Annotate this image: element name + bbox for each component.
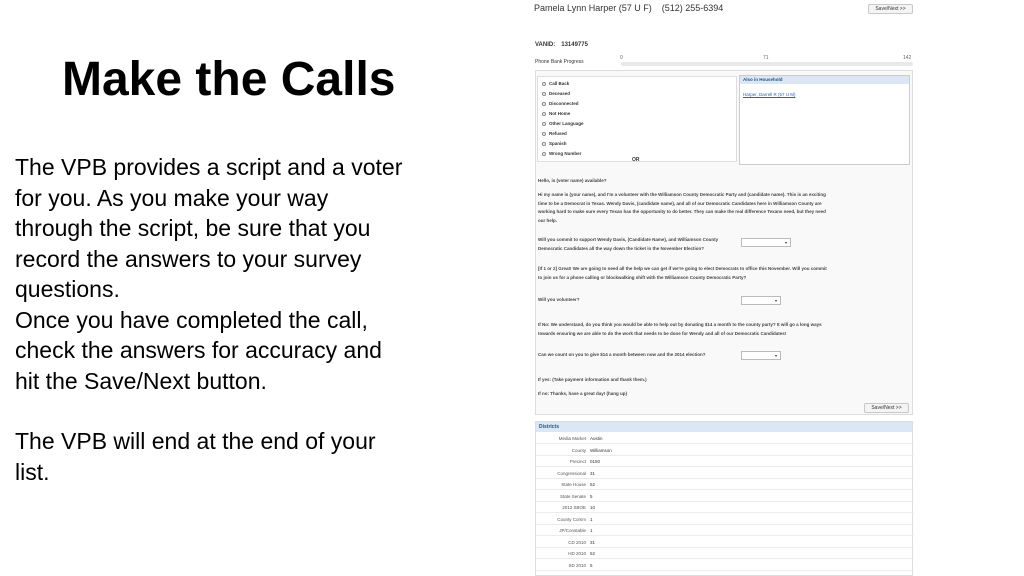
radio-icon [542,102,546,106]
support-select[interactable]: ▾ [741,238,791,247]
result-disconnected[interactable]: Disconnected [542,101,579,106]
districts-header: Districts [536,422,912,432]
script-greeting: Hello, is (voter name) available? [538,178,607,183]
or-label: OR [632,157,640,163]
districts-panel [535,421,913,576]
district-row: 2012 SBOE 10 [536,503,914,513]
result-codes [537,76,737,162]
district-row: County Williamson [536,446,914,456]
question-join: [If 1 or 2] Great! We are going to need all the help we can get if we're going to elect Democrats to office this November. Will you commit to join us for a phone calling or blockwalking shift with the Williamson County Democratic Party? [538,266,827,280]
question-volunteer: Will you volunteer? [538,297,580,302]
radio-icon [542,122,546,126]
radio-icon [542,152,546,156]
household-member-link[interactable]: Harper, Darrell R (57 U M) [743,92,796,97]
slide-body [15,152,455,487]
if-yes-text: If yes: (Take payment information and thank them.) [538,377,647,382]
vpb-screenshot: Pamela Lynn Harper (57 U F) (512) 255-6394 Save/Next >> VANID: 13149775 Phone Bank Progress 0 71 142 Call Back Deceased Disconnected Not Home Other Language Refused Spanish Wrong Number OR Also in Household Harper, Darrell R (57 U M) Hello, is (voter name) available? Hi my name is (your name), and I'm a volunteer with the Williamson County Democratic Party and (candidate name). This is an exciting time to be a Democrat in Texas. Wendy Davis, (candidate name), and all of our Democratic Candidates here in Williamson County are working hard to make sure every Texan has the opportunity to do better. They can make the real difference Texans need, but they need our help. Will you commit to support Wendy Davis, (Candidate Name), and Williamson County Democratic Candidates all the way down the ticket in the November Election? ▾ [If 1 or 2] Great! We are going to need all the help we can get if we're going to elect Democrats to office this November. Will you commit to join us for a phone calling or blockwalking shift with the Williamson County Democratic Party? Will you volunteer? ▾ If No: We understand, do you think you would be able to help out by donating $14 a month to the county party? It will go a long ways towards ensuring we are able to do the work that needs to be done for Wendy and all of our Democratic Candidates! Can we count on you to give $14 a month between now and the 2014 election? ▾ If yes: (Take payment information and thank them.) If no: Thanks, have a great day! (hang up) Save/Next >> Districts Media Market Austin County Williamson Precinct 0150 Congressional 31 State House 52 State Senate 5 2012 SBOE 10 County Comm 1 JP/Constable 1 CD 2010 31 HD 2010 52 SD 2010 5 [531,0,916,576]
progress-label: Phone Bank Progress [535,59,584,65]
donate-select[interactable]: ▾ [741,351,781,360]
household-panel [739,75,910,165]
district-row: State Senate 5 [536,492,914,502]
donate-intro: If No: We understand, do you think you would be able to help out by donating $14 a month to the county party? It will go a long ways towards ensuring we are able to do the work that needs to be done for Wendy and all of our Democratic Candidates! [538,322,822,336]
save-next-button-bottom[interactable]: Save/Next >> [864,403,909,413]
voter-header [534,3,734,14]
question-support: Will you commit to support Wendy Davis, (Candidate Name), and Williamson County Democratic Candidates all the way down the ticket in the November Election? [538,237,719,251]
if-no-text: If no: Thanks, have a great day! (hang up) [538,391,628,396]
voter-phone: (512) 255-6394 [661,3,724,13]
progress-bar [621,62,913,66]
instruction-paragraph: The VPB provides a script and a voter for you. As you make your way through the script, be sure that you record the answers to your survey questions. [15,154,403,302]
slide-title: Make the Calls [62,53,396,106]
radio-icon [542,112,546,116]
result-refused[interactable]: Refused [542,131,567,136]
household-header: Also in Household [740,76,909,84]
result-wrong-number[interactable]: Wrong Number [542,151,581,156]
question-donate: Can we count on you to give $14 a month between now and the 2014 election? [538,352,706,357]
district-row: Precinct 0150 [536,457,914,467]
radio-icon [542,82,546,86]
district-row: SD 2010 5 [536,561,914,571]
district-row: State House 52 [536,480,914,490]
district-row: HD 2010 52 [536,549,914,559]
result-spanish[interactable]: Spanish [542,141,567,146]
radio-icon [542,132,546,136]
district-row: JP/Constable 1 [536,526,914,536]
result-deceased[interactable]: Deceased [542,91,570,96]
result-call-back[interactable]: Call Back [542,81,569,86]
district-row: Media Market Austin [536,434,914,444]
result-not-home[interactable]: Not Home [542,111,570,116]
script-area [535,70,913,415]
result-other-language[interactable]: Other Language [542,121,584,126]
save-next-button[interactable]: Save/Next >> [868,4,913,14]
district-row: Congressional 31 [536,469,914,479]
district-row: CD 2010 31 [536,538,914,548]
save-instruction-paragraph: Once you have completed the call, check the answers for accuracy and hit the Save/Next button. [15,306,382,394]
radio-icon [542,92,546,96]
vanid: VANID: 13149775 [535,42,588,48]
radio-icon [542,142,546,146]
volunteer-select[interactable]: ▾ [741,296,781,305]
voter-name: Pamela Lynn Harper (57 U F) [534,3,652,13]
district-row: County Comm 1 [536,515,914,525]
end-note-paragraph: The VPB will end at the end of your list. [15,428,376,485]
script-intro: Hi my name is (your name), and I'm a volunteer with the Williamson County Democratic Party and (candidate name). This is an exciting time to be a Democrat in Texas. Wendy Davis, (candidate name), and all of our Democratic Candidates here in Williamson County are working hard to make sure every Texan has the opportunity to do better. They can make the real difference Texans need, but they need our help. [538,192,826,223]
